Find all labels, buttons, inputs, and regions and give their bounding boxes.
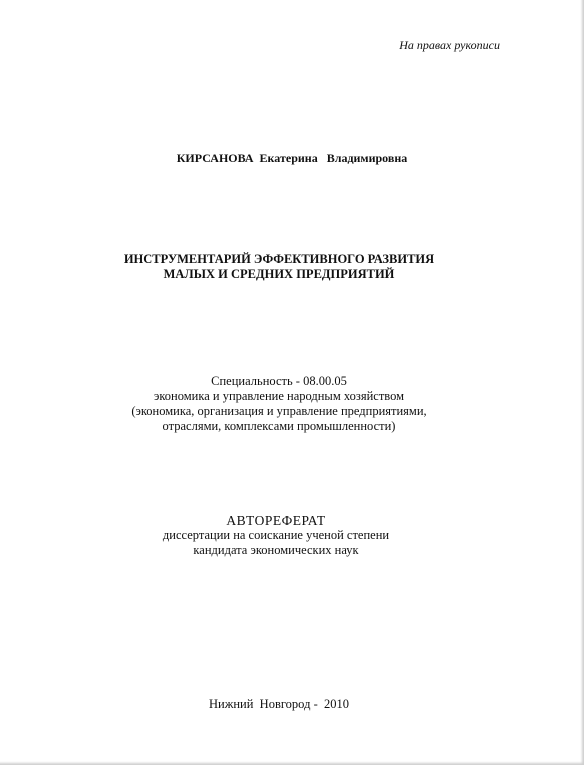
dissertation-title xyxy=(0,252,558,282)
author-patronymic: Владимировна xyxy=(326,151,408,165)
abstract-block xyxy=(0,513,552,558)
separator: - xyxy=(313,697,318,711)
abstract-line: диссертации на соискание ученой степени xyxy=(162,528,390,542)
abstract-line: кандидата экономических наук xyxy=(193,543,359,557)
author-name xyxy=(0,151,584,166)
manuscript-note: На правах рукописи xyxy=(399,38,500,52)
title-line: ИНСТРУМЕНТАРИЙ ЭФФЕКТИВНОГО РАЗВИТИЯ xyxy=(123,252,435,266)
title-line: МАЛЫХ И СРЕДНИХ ПРЕДПРИЯТИЙ xyxy=(163,267,395,281)
city-year xyxy=(0,697,558,712)
year: 2010 xyxy=(323,697,349,711)
abstract-heading: АВТОРЕФЕРАТ xyxy=(226,513,326,528)
specialty-code: Специальность - 08.00.05 xyxy=(211,374,347,388)
specialty-block xyxy=(0,374,558,434)
specialty-line: экономика и управление народным хозяйством xyxy=(153,389,405,403)
author-first-name: Екатерина xyxy=(259,151,318,165)
author-surname: КИРСАНОВА xyxy=(176,151,254,165)
city: Нижний Новгород xyxy=(209,697,311,711)
specialty-line: (экономика, организация и управление предприятиями, xyxy=(131,404,427,418)
specialty-line: отраслями, комплексами промышленности) xyxy=(162,419,396,433)
